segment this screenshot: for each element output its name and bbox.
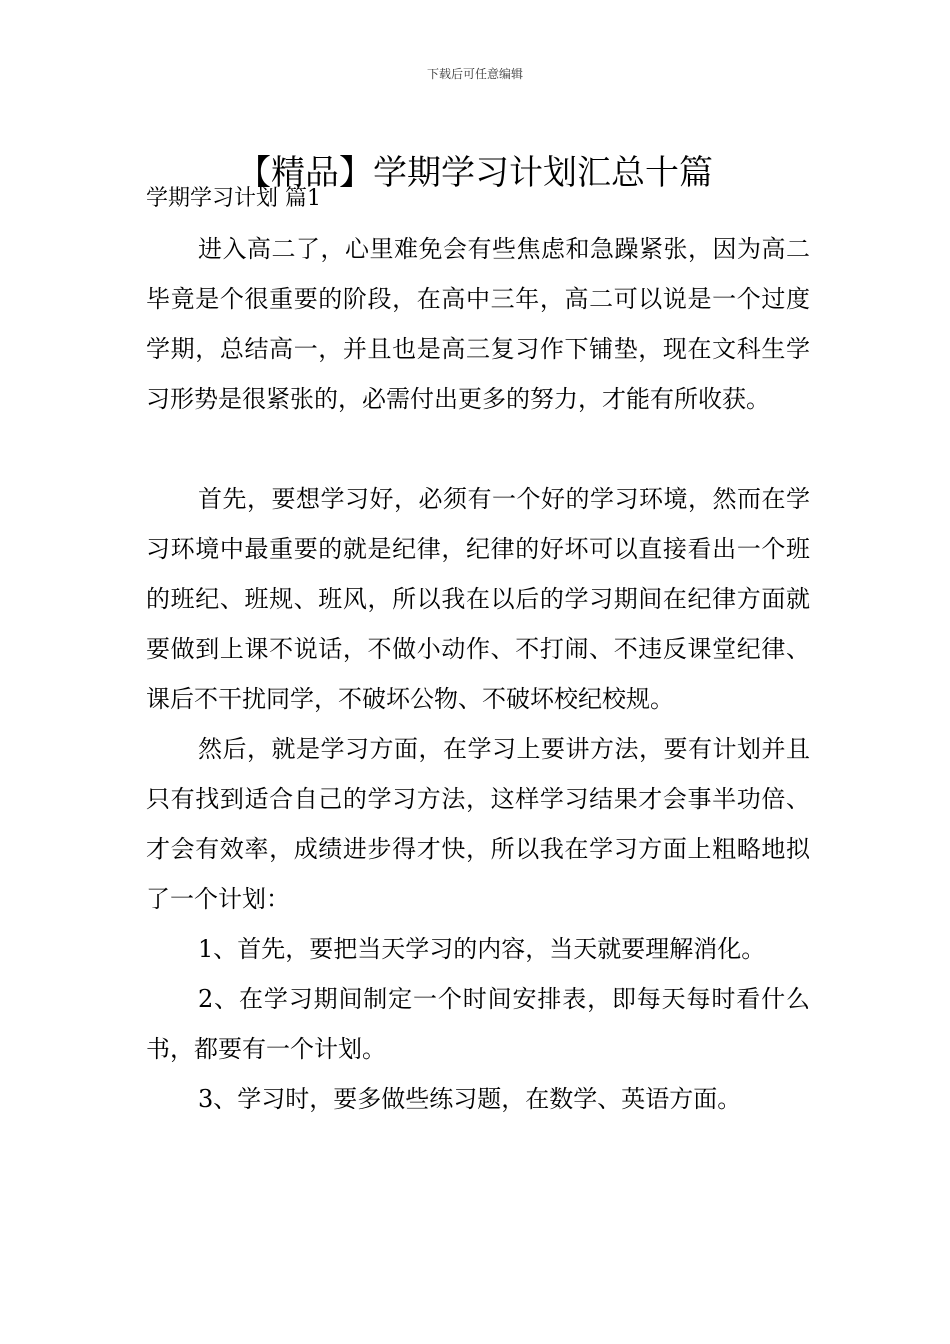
paragraph-spacer	[146, 424, 810, 474]
paragraph-2: 首先，要想学习好，必须有一个好的学习环境，然而在学习环境中最重要的就是纪律，纪律的好坏可以直接看出一个班的班纪、班规、班风，所以我在以后的学习期间在纪律方面就要做到上课不说话，不做小动作、不打闹、不违反课堂纪律、课后不干扰同学，不破坏公物、不破坏校纪校规。	[146, 485, 810, 713]
document-title: 【精品】学期学习计划汇总十篇	[237, 152, 713, 193]
paragraph-3: 然后，就是学习方面，在学习上要讲方法，要有计划并且只有找到适合自己的学习方法，这样学习结果才会事半功倍、才会有效率，成绩进步得才快，所以我在学习方面上粗略地拟了一个计划：	[146, 735, 810, 913]
header-watermark: 下载后可任意编辑	[426, 67, 523, 81]
list-item-3: 3、学习时，要多做些练习题，在数学、英语方面。	[198, 1085, 742, 1113]
document-body	[146, 224, 810, 1124]
paragraph-1: 进入高二了，心里难免会有些焦虑和急躁紧张，因为高二毕竟是个很重要的阶段，在高中三年，高二可以说是一个过度学期，总结高一，并且也是高三复习作下铺垫，现在文科生学习形势是很紧张的，必需付出更多的努力，才能有所收获。	[146, 235, 810, 413]
list-item-1: 1、首先，要把当天学习的内容，当天就要理解消化。	[198, 935, 766, 963]
section-heading: 学期学习计划 篇1	[146, 186, 321, 211]
list-item-2: 2、在学习期间制定一个时间安排表，即每天每时看什么书，都要有一个计划。	[146, 985, 810, 1063]
